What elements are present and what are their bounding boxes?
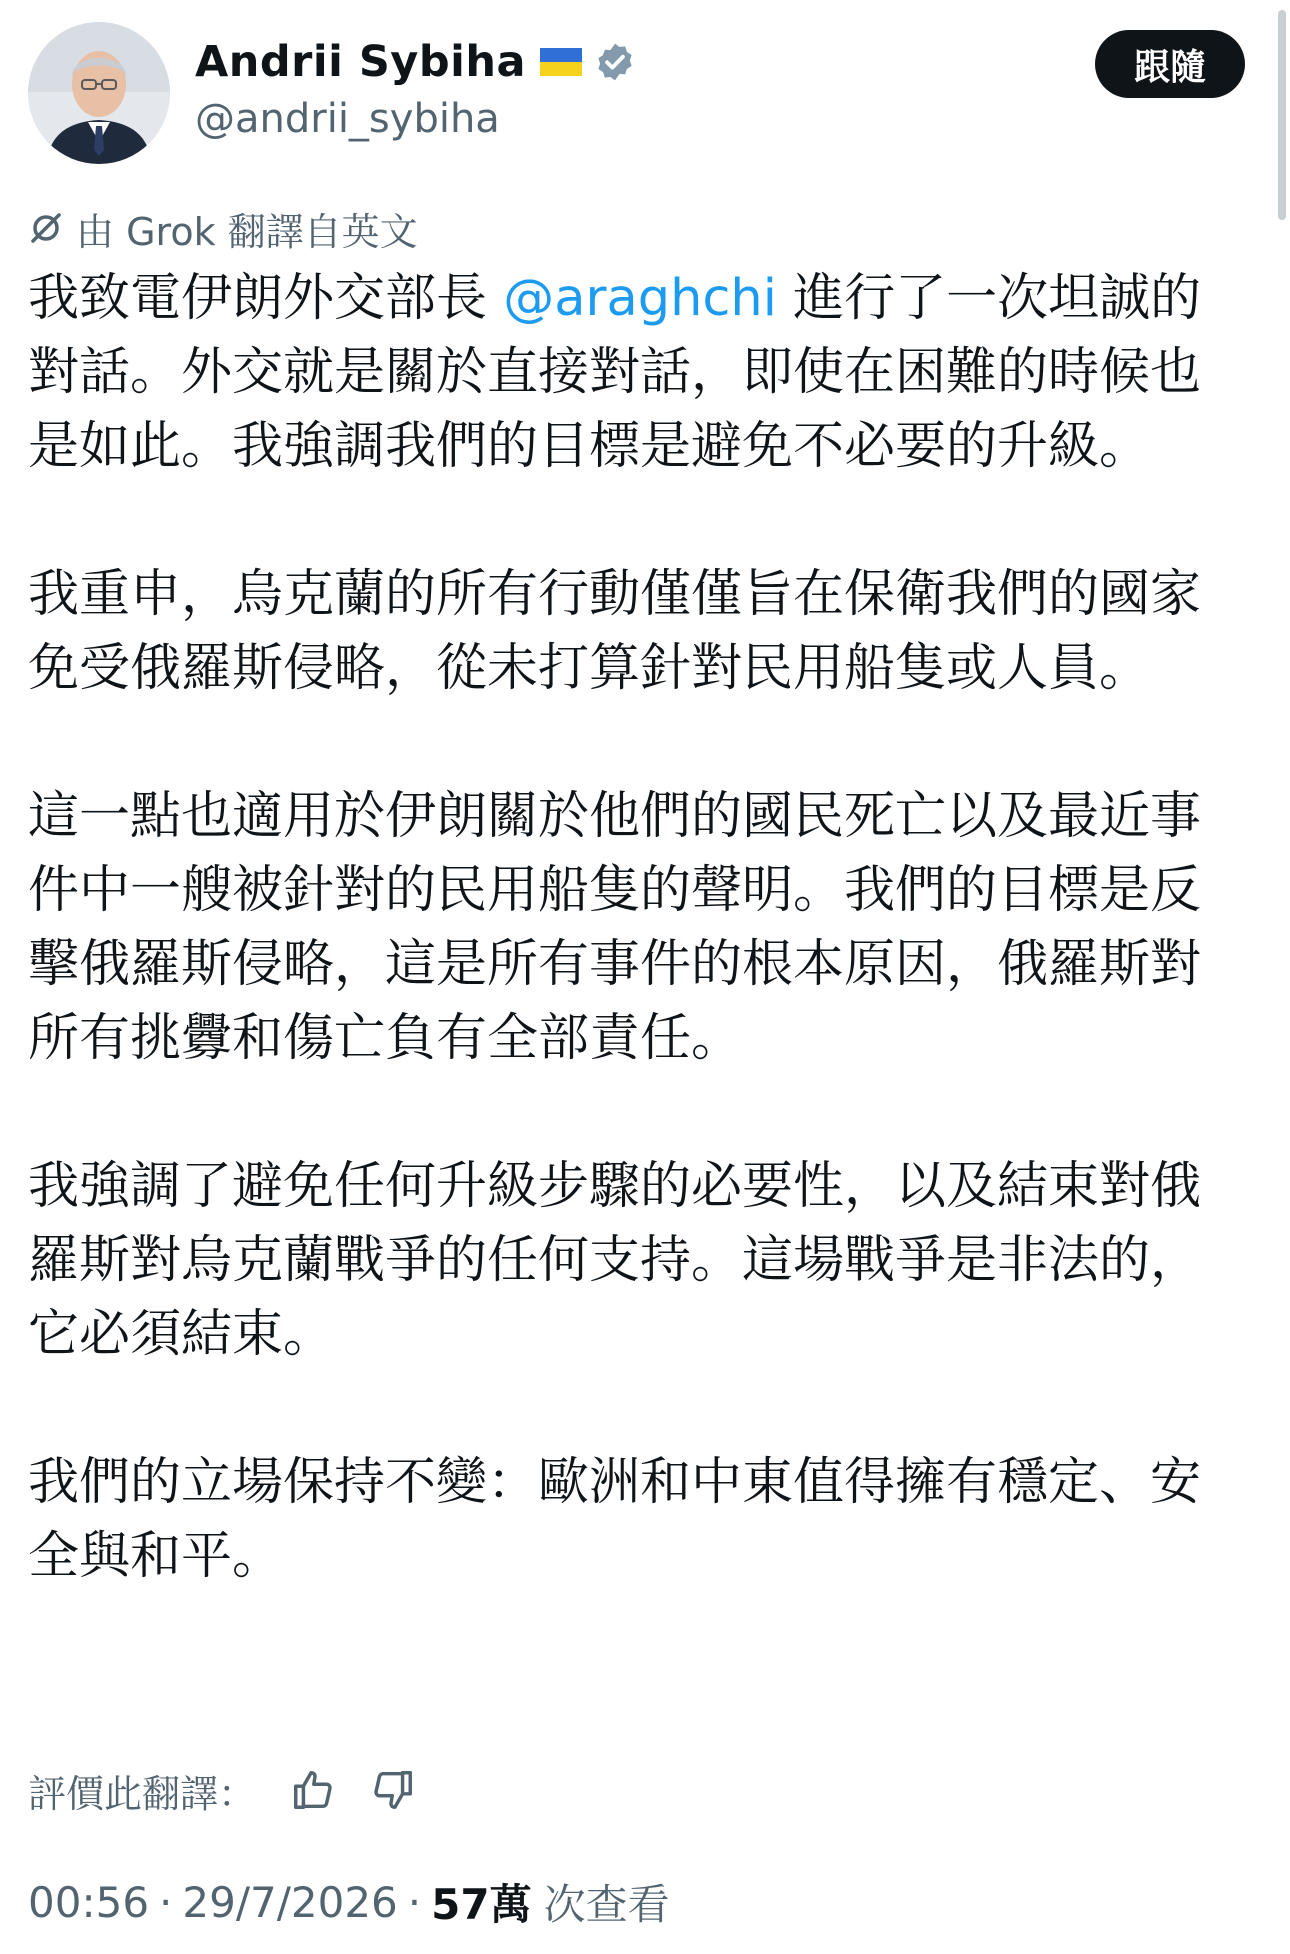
tweet-text-segment: 我致電伊朗外交部長 <box>28 269 504 328</box>
display-name[interactable]: Andrii Sybiha <box>195 37 526 87</box>
translation-note <box>28 200 418 256</box>
tweet-text-segment: 進行了一次坦誠的對話。外交就是關於直接對話，即使在困難的時候也是如此。我強調我們的目標是避免不必要的升級。 <box>28 269 1202 476</box>
thumbs-up-icon[interactable] <box>290 1767 336 1813</box>
avatar-portrait <box>28 22 170 164</box>
views-count: 57萬 <box>431 1880 532 1929</box>
tweet-paragraph-5: 我們的立場保持不變：歐洲和中東值得擁有穩定、安全與和平。 <box>28 1453 1202 1586</box>
tweet-text <box>28 262 1238 1594</box>
tweet-paragraph-2: 我重申，烏克蘭的所有行動僅僅旨在保衛我們的國家免受俄羅斯侵略，從未打算針對民用船隻或人員。 <box>28 565 1202 698</box>
tweet-paragraph-1 <box>28 262 1238 484</box>
ukraine-flag-icon <box>540 48 582 76</box>
name-row <box>195 30 636 94</box>
meta-separator: · <box>407 1877 422 1927</box>
scrollbar-thumb[interactable] <box>1278 10 1286 220</box>
tweet-header <box>0 0 1290 190</box>
grok-icon <box>28 210 64 246</box>
tweet-date[interactable]: 29/7/2026 <box>182 1877 398 1927</box>
mention-link[interactable]: @araghchi <box>503 269 777 328</box>
tweet-paragraph-4: 我強調了避免任何升級步驟的必要性，以及結束對俄羅斯對烏克蘭戰爭的任何支持。這場戰爭是非法的，它必須結束。 <box>28 1157 1202 1364</box>
rate-translation-row <box>28 1760 416 1820</box>
user-handle[interactable]: @andrii_sybiha <box>195 96 500 142</box>
avatar[interactable] <box>28 22 170 164</box>
follow-button[interactable]: 跟隨 <box>1095 30 1245 98</box>
tweet-paragraph-3: 這一點也適用於伊朗關於他們的國民死亡以及最近事件中一艘被針對的民用船隻的聲明。我們的目標是反擊俄羅斯侵略，這是所有事件的根本原因，俄羅斯對所有挑釁和傷亡負有全部責任。 <box>28 787 1202 1068</box>
views-label: 次查看 <box>543 1880 670 1929</box>
thumbs-down-icon[interactable] <box>370 1767 416 1813</box>
meta-separator: · <box>159 1877 173 1927</box>
translation-note-text: 由 Grok 翻譯自英文 <box>76 209 418 254</box>
tweet-meta <box>28 1870 670 1934</box>
verified-badge-icon[interactable] <box>594 41 636 83</box>
tweet-time[interactable]: 00:56 <box>28 1877 150 1927</box>
rate-translation-label: 評價此翻譯： <box>28 1771 257 1816</box>
